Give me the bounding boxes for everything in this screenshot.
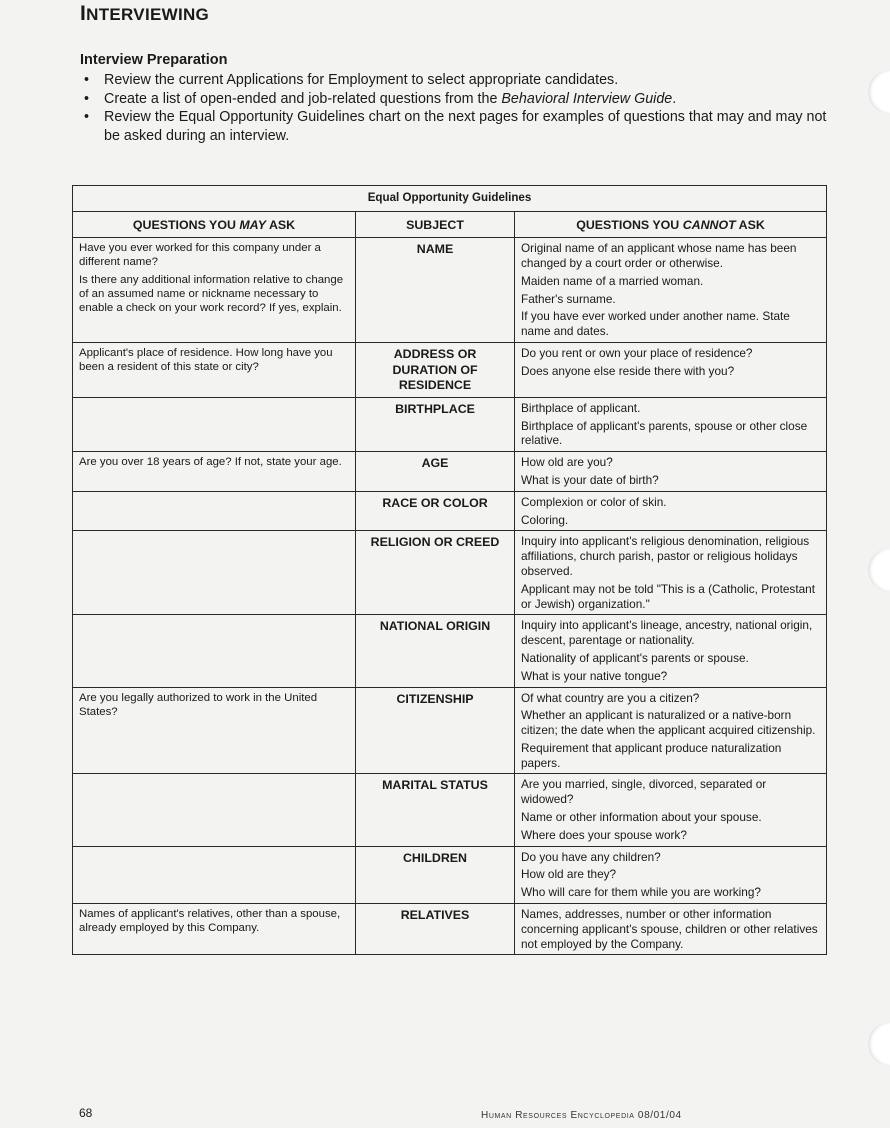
table-row	[73, 615, 827, 687]
cannot-ask-cell-text: If you have ever worked under another name. State name and dates.	[521, 309, 790, 339]
list-item-text: Review the Equal Opportunity Guidelines chart on the next pages for examples of questions that may and may not be asked during an interview.	[104, 109, 827, 144]
table-row	[73, 687, 827, 774]
cannot-ask-cell	[515, 531, 827, 615]
cannot-ask-cell-text: Original name of an applicant whose name has been changed by a court order or otherwise.	[521, 241, 797, 270]
subject-cell: CHILDREN	[356, 846, 515, 903]
header-emphasis: CANNOT	[682, 217, 736, 232]
binder-hole	[868, 548, 890, 592]
may-ask-cell-text: Names of applicant's relatives, other than a spouse, already employed by this Company.	[79, 908, 341, 935]
cannot-ask-cell	[515, 238, 827, 343]
list-item	[80, 90, 840, 109]
cannot-ask-cell-text: What is your date of birth?	[521, 472, 659, 487]
cannot-ask-cell-text: Do you have any children?	[521, 849, 661, 864]
binder-hole	[868, 70, 890, 114]
subject-cell: BIRTHPLACE	[356, 397, 515, 451]
cannot-ask-cell-text: Nationality of applicant's parents or spouse.	[521, 650, 749, 665]
cannot-ask-cell-text: Do you rent or own your place of residence?	[521, 345, 753, 360]
cannot-ask-cell-text: Of what country are you a citizen?	[521, 690, 700, 705]
running-footer: Human Resources Encyclopedia 08/01/04	[481, 1110, 682, 1121]
cannot-ask-cell-text: Applicant may not be told "This is a (Catholic, Protestant or Jewish) organization."	[521, 581, 816, 611]
header-cannot-ask	[515, 211, 827, 238]
cannot-ask-cell	[515, 846, 827, 903]
subject-cell: RELATIVES	[356, 904, 515, 955]
may-ask-cell	[73, 491, 356, 531]
cannot-ask-cell-text: Whether an applicant is naturalized or a native-born citizen; the date when the applicant acquired citizenship.	[521, 708, 816, 738]
page-title	[80, 2, 209, 26]
may-ask-cell-text: Are you over 18 years of age? If not, state your age.	[79, 456, 342, 469]
cannot-ask-cell	[515, 774, 827, 846]
header-text: QUESTIONS YOU	[132, 217, 240, 232]
table-row	[73, 846, 827, 903]
may-ask-cell-text: Is there any additional information relative to change of an assumed name or nickname necessary to enable a check on your work record? If yes, explain.	[79, 273, 344, 314]
may-ask-cell-text: Are you legally authorized to work in the United States?	[79, 691, 318, 718]
cannot-ask-cell-text: How old are they?	[521, 867, 617, 882]
cannot-ask-cell	[515, 615, 827, 687]
table-caption: Equal Opportunity Guidelines	[73, 186, 827, 212]
header-text: ASK	[735, 217, 765, 232]
may-ask-cell	[73, 846, 356, 903]
table-row	[73, 904, 827, 955]
binder-hole	[868, 1022, 890, 1066]
cannot-ask-cell-text: Complexion or color of skin.	[521, 494, 667, 509]
cannot-ask-cell-text: Coloring.	[521, 512, 569, 527]
cannot-ask-cell-text: Requirement that applicant produce naturalization papers.	[521, 740, 782, 770]
cannot-ask-cell-text: Birthplace of applicant's parents, spouse or other close relative.	[521, 418, 808, 448]
subject-cell: RELIGION OR CREED	[356, 531, 515, 615]
guide-title: Behavioral Interview Guide	[501, 90, 673, 107]
may-ask-cell	[73, 531, 356, 615]
cannot-ask-cell-text: Names, addresses, number or other information concerning applicant's spouse, children or other relatives not employed by the Company.	[521, 907, 818, 951]
cannot-ask-cell	[515, 397, 827, 451]
cannot-ask-cell-text: Birthplace of applicant.	[521, 400, 641, 415]
table-row	[73, 491, 827, 531]
header-text: ASK	[265, 217, 296, 232]
cannot-ask-cell-text: Who will care for them while you are working?	[521, 885, 761, 900]
header-may-ask	[73, 211, 356, 238]
section-heading: Interview Preparation	[80, 52, 228, 68]
cannot-ask-cell-text: Father's surname.	[521, 291, 616, 306]
may-ask-cell	[73, 687, 356, 774]
may-ask-cell	[73, 397, 356, 451]
subject-cell: NATIONAL ORIGIN	[356, 615, 515, 687]
cannot-ask-cell	[515, 342, 827, 397]
cannot-ask-cell	[515, 452, 827, 492]
table-row	[73, 342, 827, 397]
may-ask-cell-text: Have you ever worked for this company under a different name?	[79, 242, 321, 269]
cannot-ask-cell-text: Name or other information about your spouse.	[521, 810, 762, 825]
cannot-ask-cell-text: Are you married, single, divorced, separated or widowed?	[521, 777, 767, 807]
list-item	[80, 108, 840, 145]
header-text: QUESTIONS YOU	[576, 217, 683, 232]
subject-cell: MARITAL STATUS	[356, 774, 515, 846]
table-row	[73, 774, 827, 846]
cannot-ask-cell-text: How old are you?	[521, 455, 613, 470]
cannot-ask-cell-text: Inquiry into applicant's religious denomination, religious affiliations, church parish, pastor or religious holidays observed.	[521, 534, 810, 578]
subject-cell: ADDRESS OR DURATION OF RESIDENCE	[356, 342, 515, 397]
cannot-ask-cell-text: Maiden name of a married woman.	[521, 273, 704, 288]
may-ask-cell	[73, 342, 356, 397]
cannot-ask-cell-text: Where does your spouse work?	[521, 827, 687, 842]
cannot-ask-cell	[515, 491, 827, 531]
header-emphasis: MAY	[239, 217, 266, 232]
list-item-text: Review the current Applications for Employment to select appropriate candidates.	[104, 72, 619, 88]
may-ask-cell	[73, 238, 356, 343]
equal-opportunity-table	[72, 185, 827, 955]
list-item-text: Create a list of open-ended and job-related questions from the	[104, 90, 502, 107]
may-ask-cell	[73, 615, 356, 687]
table-body	[73, 238, 827, 955]
table-row	[73, 238, 827, 343]
cannot-ask-cell	[515, 904, 827, 955]
table-row	[73, 397, 827, 451]
table-row	[73, 452, 827, 492]
preparation-list	[80, 71, 840, 145]
may-ask-cell	[73, 452, 356, 492]
cannot-ask-cell-text: Inquiry into applicant's lineage, ancestry, national origin, descent, parentage or nationality.	[521, 618, 813, 648]
subject-cell: CITIZENSHIP	[356, 687, 515, 774]
title-initial: I	[80, 2, 87, 25]
list-item	[80, 71, 840, 90]
table-row	[73, 531, 827, 615]
subject-cell: NAME	[356, 238, 515, 343]
may-ask-cell	[73, 904, 356, 955]
subject-cell: AGE	[356, 452, 515, 492]
cannot-ask-cell	[515, 687, 827, 774]
cannot-ask-cell-text: What is your native tongue?	[521, 668, 668, 683]
subject-cell: RACE OR COLOR	[356, 491, 515, 531]
may-ask-cell-text: Applicant's place of residence. How long have you been a resident of this state or city?	[79, 346, 333, 374]
header-subject: SUBJECT	[356, 211, 515, 238]
title-rest: NTERVIEWING	[86, 5, 210, 24]
page-number: 68	[79, 1106, 93, 1120]
list-item-text: .	[672, 90, 677, 107]
cannot-ask-cell-text: Does anyone else reside there with you?	[521, 363, 735, 378]
may-ask-cell	[73, 774, 356, 846]
